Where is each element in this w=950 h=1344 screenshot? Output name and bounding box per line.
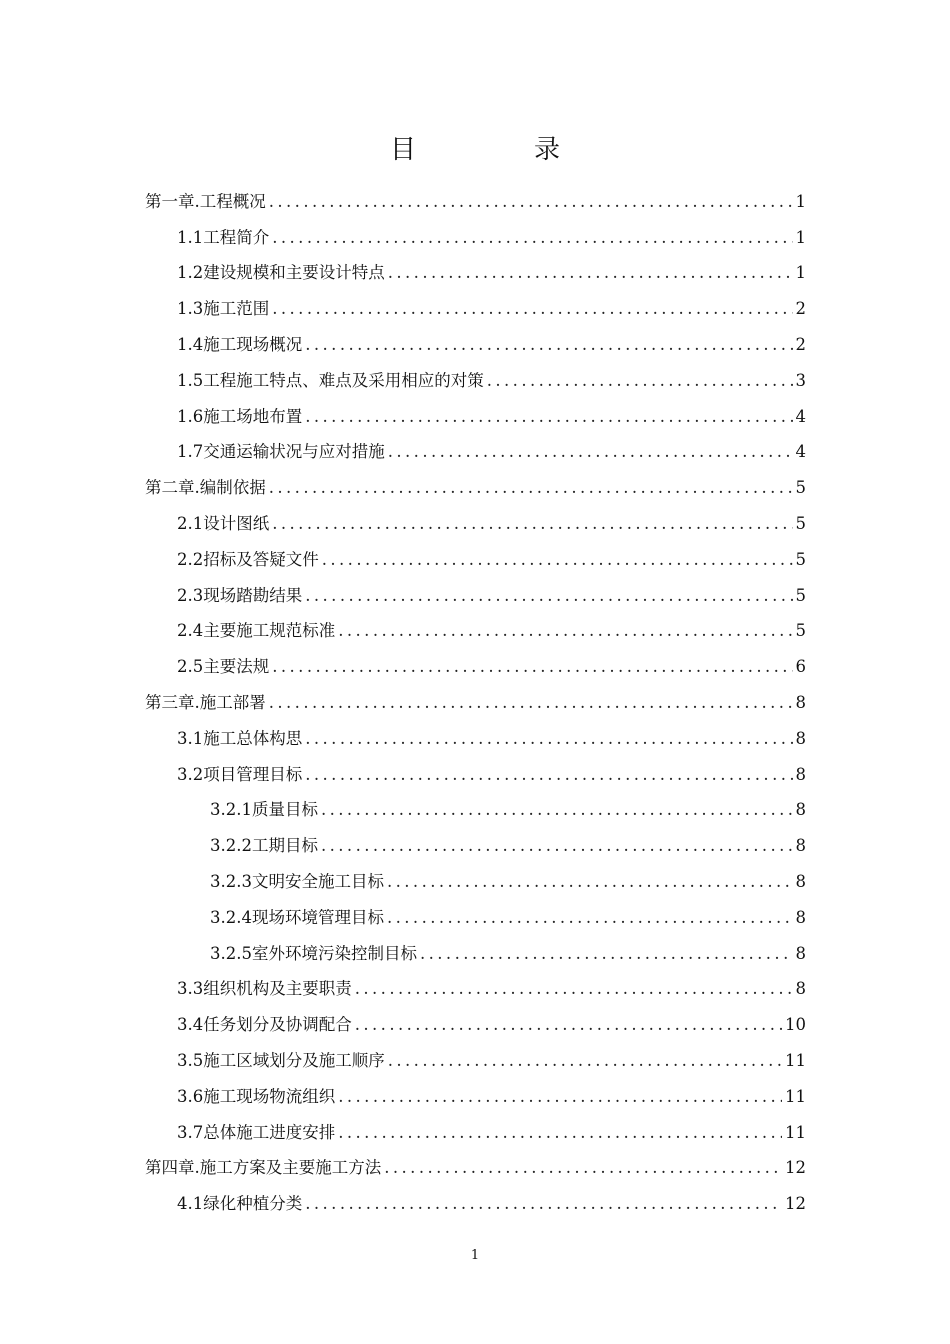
toc-dot-leader — [305, 728, 792, 750]
toc-entry-title: 3.2项目管理目标 — [177, 764, 303, 784]
toc-entry-page-number: 5 — [795, 478, 806, 498]
toc-entry-title: 3.2.1质量目标 — [210, 800, 318, 820]
toc-entry[interactable] — [0, 470, 950, 506]
toc-entry-page-number: 8 — [795, 907, 806, 927]
toc-entry-title: 2.5主要法规 — [177, 657, 270, 677]
toc-entry[interactable] — [0, 184, 950, 220]
toc-entry-title: 3.7总体施工进度安排 — [177, 1122, 336, 1142]
toc-entry-page-number: 5 — [795, 585, 806, 605]
toc-dot-leader — [305, 1193, 782, 1215]
toc-dot-leader — [388, 1050, 782, 1072]
toc-entry-title: 1.2建设规模和主要设计特点 — [177, 263, 385, 283]
toc-dot-leader — [388, 262, 793, 284]
toc-dot-leader — [272, 656, 792, 678]
toc-entry[interactable] — [0, 399, 950, 435]
toc-entry-page-number: 8 — [795, 943, 806, 963]
toc-dot-leader — [272, 513, 792, 535]
toc-entry-page-number: 10 — [785, 1015, 806, 1035]
toc-dot-leader — [305, 764, 792, 786]
toc-dot-leader — [355, 1014, 782, 1036]
toc-entry-title: 2.2招标及答疑文件 — [177, 549, 319, 569]
toc-entry-page-number: 11 — [785, 1122, 806, 1142]
toc-dot-leader — [338, 620, 792, 642]
toc-dot-leader — [420, 943, 793, 965]
toc-entry-page-number: 3 — [795, 370, 806, 390]
toc-entry-title: 1.4施工现场概况 — [177, 335, 303, 355]
toc-entry[interactable] — [0, 435, 950, 471]
toc-entry[interactable] — [0, 256, 950, 292]
toc-entry-page-number: 5 — [795, 514, 806, 534]
toc-dot-leader — [322, 549, 793, 571]
toc-entry-page-number: 11 — [785, 1051, 806, 1071]
page-number: 1 — [470, 1248, 480, 1263]
toc-dot-leader — [321, 835, 793, 857]
toc-entry-page-number: 2 — [795, 299, 806, 319]
toc-dot-leader — [305, 406, 792, 428]
toc-entry-title: 3.1施工总体构思 — [177, 728, 303, 748]
toc-dot-leader — [272, 298, 792, 320]
toc-entry-page-number: 8 — [795, 800, 806, 820]
toc-entry-page-number: 1 — [795, 227, 806, 247]
toc-dot-leader — [338, 1122, 782, 1144]
toc-entry-page-number: 8 — [795, 764, 806, 784]
toc-entry[interactable] — [0, 614, 950, 650]
toc-entry-title: 2.1设计图纸 — [177, 514, 270, 534]
toc-entry-page-number: 5 — [795, 549, 806, 569]
toc-entry-title: 1.6施工场地布置 — [177, 406, 303, 426]
toc-entry-page-number: 6 — [795, 657, 806, 677]
toc-entry[interactable] — [0, 291, 950, 327]
toc-entry[interactable] — [0, 936, 950, 972]
toc-entry[interactable] — [0, 327, 950, 363]
toc-entry[interactable] — [0, 757, 950, 793]
toc-entry-title: 3.5施工区域划分及施工顺序 — [177, 1051, 385, 1071]
toc-entry[interactable] — [0, 1007, 950, 1043]
toc-entry[interactable] — [0, 649, 950, 685]
toc-dot-leader — [487, 370, 793, 392]
toc-dot-leader — [272, 227, 792, 249]
toc-entry[interactable] — [0, 363, 950, 399]
toc-entry-title: 1.7交通运输状况与应对措施 — [177, 442, 385, 462]
toc-entry[interactable] — [0, 578, 950, 614]
toc-entry-page-number: 8 — [795, 979, 806, 999]
toc-entry-page-number: 11 — [785, 1086, 806, 1106]
toc-entry-title: 2.3现场踏勘结果 — [177, 585, 303, 605]
toc-entry[interactable] — [0, 542, 950, 578]
toc-entry[interactable] — [0, 1079, 950, 1115]
toc-entry[interactable] — [0, 721, 950, 757]
table-of-contents — [0, 184, 950, 1222]
toc-entry[interactable] — [0, 685, 950, 721]
toc-entry-title: 3.6施工现场物流组织 — [177, 1086, 336, 1106]
toc-entry-page-number: 8 — [795, 872, 806, 892]
toc-entry-page-number: 4 — [795, 442, 806, 462]
toc-dot-leader — [269, 692, 793, 714]
toc-entry[interactable] — [0, 1151, 950, 1187]
toc-entry-title: 3.2.4现场环境管理目标 — [210, 907, 384, 927]
toc-dot-leader — [269, 191, 793, 213]
toc-dot-leader — [305, 334, 792, 356]
toc-entry[interactable] — [0, 864, 950, 900]
toc-dot-leader — [387, 907, 793, 929]
toc-entry-title: 4.1绿化种植分类 — [177, 1194, 303, 1214]
toc-entry-title: 第一章.工程概况 — [145, 191, 266, 211]
toc-entry[interactable] — [0, 900, 950, 936]
toc-entry-title: 2.4主要施工规范标准 — [177, 621, 336, 641]
toc-entry[interactable] — [0, 220, 950, 256]
toc-entry-page-number: 8 — [795, 836, 806, 856]
toc-dot-leader — [338, 1086, 782, 1108]
toc-entry-page-number: 12 — [785, 1194, 806, 1214]
toc-entry-title: 3.2.2工期目标 — [210, 836, 318, 856]
toc-entry[interactable] — [0, 1186, 950, 1222]
toc-entry-page-number: 4 — [795, 406, 806, 426]
toc-entry[interactable] — [0, 972, 950, 1008]
toc-entry-page-number: 1 — [795, 263, 806, 283]
toc-entry-page-number: 12 — [785, 1158, 806, 1178]
toc-dot-leader — [305, 585, 792, 607]
toc-entry-page-number: 1 — [795, 191, 806, 211]
toc-entry[interactable] — [0, 793, 950, 829]
toc-entry-title: 1.1工程简介 — [177, 227, 270, 247]
toc-entry-title: 第三章.施工部署 — [145, 693, 266, 713]
toc-entry[interactable] — [0, 828, 950, 864]
toc-entry-page-number: 8 — [795, 693, 806, 713]
toc-dot-leader — [269, 477, 793, 499]
toc-dot-leader — [321, 799, 793, 821]
toc-entry-title: 3.4任务划分及协调配合 — [177, 1015, 352, 1035]
toc-dot-leader — [388, 441, 793, 463]
toc-entry-title: 1.3施工范围 — [177, 299, 270, 319]
toc-entry[interactable] — [0, 1115, 950, 1151]
toc-entry[interactable] — [0, 506, 950, 542]
toc-entry-title: 第二章.编制依据 — [145, 478, 266, 498]
toc-dot-leader — [384, 1157, 782, 1179]
toc-dot-leader — [355, 978, 793, 1000]
toc-entry-page-number: 5 — [795, 621, 806, 641]
toc-entry-title: 3.2.3文明安全施工目标 — [210, 872, 384, 892]
toc-entry-page-number: 8 — [795, 728, 806, 748]
toc-dot-leader — [387, 871, 793, 893]
toc-entry-title: 3.2.5室外环境污染控制目标 — [210, 943, 417, 963]
toc-entry-title: 第四章.施工方案及主要施工方法 — [145, 1158, 382, 1178]
toc-entry[interactable] — [0, 1043, 950, 1079]
toc-entry-page-number: 2 — [795, 335, 806, 355]
toc-entry-title: 3.3组织机构及主要职责 — [177, 979, 352, 999]
toc-title: 目 录 — [389, 135, 606, 165]
toc-entry-title: 1.5工程施工特点、难点及采用相应的对策 — [177, 370, 484, 390]
